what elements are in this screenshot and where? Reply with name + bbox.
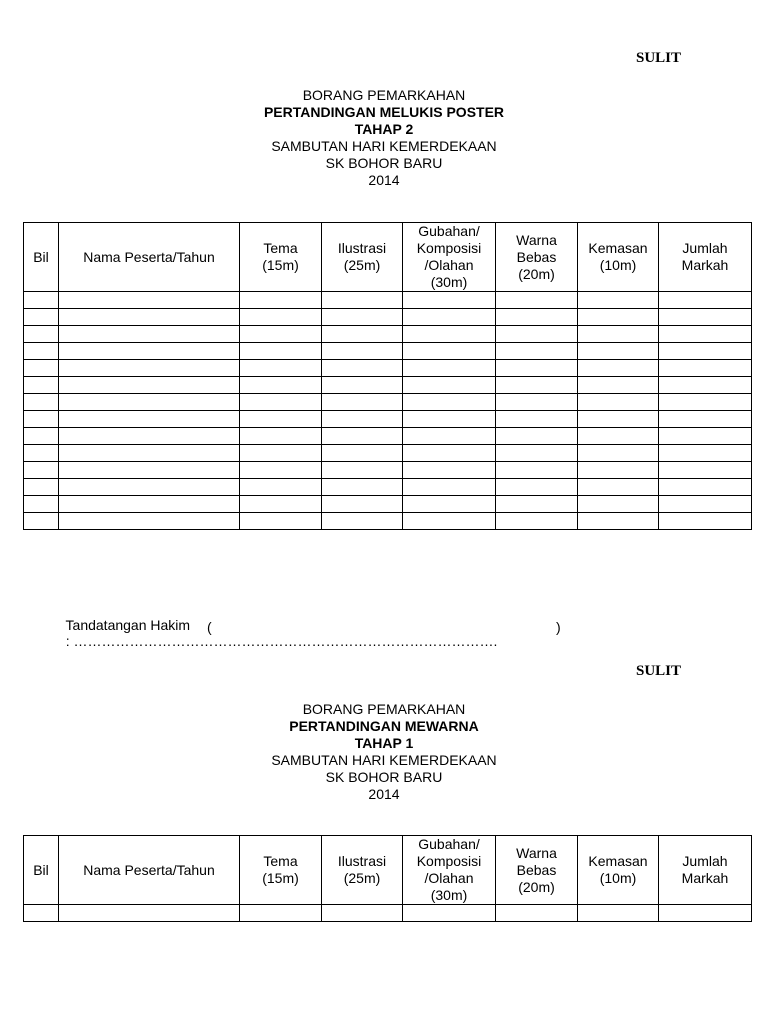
col-header-line: (30m) [430, 887, 468, 903]
cell-jumlah-markah[interactable] [659, 462, 752, 479]
col-header-line: (10m) [599, 257, 637, 273]
cell-tema[interactable] [240, 360, 322, 377]
col-header-kemasan [578, 836, 659, 905]
cell-bil[interactable] [24, 905, 59, 922]
cell-kemasan[interactable] [578, 905, 659, 922]
cell-gubahan[interactable] [403, 360, 496, 377]
cell-warna-bebas[interactable] [496, 360, 578, 377]
col-header-line: Tema [263, 853, 298, 869]
table-header-row [24, 223, 752, 292]
table-row [24, 326, 752, 343]
cell-bil[interactable] [24, 462, 59, 479]
cell-bil[interactable] [24, 292, 59, 309]
judge-name-close-paren: ) [556, 619, 561, 635]
cell-bil[interactable] [24, 377, 59, 394]
col-header-line: Tema [263, 240, 298, 256]
cell-jumlah-markah[interactable] [659, 428, 752, 445]
col-header-gubahan [403, 223, 496, 292]
cell-jumlah-markah[interactable] [659, 394, 752, 411]
cell-tema[interactable] [240, 411, 322, 428]
cell-jumlah-markah[interactable] [659, 343, 752, 360]
cell-warna-bebas[interactable] [496, 479, 578, 496]
cell-warna-bebas[interactable] [496, 292, 578, 309]
col-header-line: Gubahan/ [418, 836, 480, 852]
cell-nama-peserta[interactable] [59, 428, 240, 445]
cell-bil[interactable] [24, 479, 59, 496]
cell-jumlah-markah[interactable] [659, 411, 752, 428]
col-header-line: (15m) [262, 870, 299, 886]
cell-jumlah-markah[interactable] [659, 513, 752, 530]
table-header-row [24, 836, 752, 905]
col-header-ilustrasi [322, 836, 403, 905]
cell-jumlah-markah[interactable] [659, 479, 752, 496]
col-header-line: Bebas [516, 861, 557, 878]
cell-warna-bebas[interactable] [496, 496, 578, 513]
cell-warna-bebas[interactable] [496, 309, 578, 326]
cell-jumlah-markah[interactable] [659, 360, 752, 377]
cell-tema[interactable] [240, 394, 322, 411]
col-header-line: Ilustrasi [337, 853, 387, 869]
col-header-line: (20m) [518, 878, 555, 895]
col-header-line: Kemasan [588, 240, 648, 256]
cell-nama-peserta[interactable] [59, 462, 240, 479]
cell-nama-peserta[interactable] [59, 326, 240, 343]
cell-gubahan[interactable] [403, 445, 496, 462]
scoring-table-1 [23, 222, 752, 530]
cell-warna-bebas[interactable] [496, 905, 578, 922]
cell-bil[interactable] [24, 513, 59, 530]
col-header-ilustrasi [322, 223, 403, 292]
col-header-line: Markah [681, 870, 729, 886]
cell-warna-bebas[interactable] [496, 394, 578, 411]
cell-ilustrasi[interactable] [322, 513, 403, 530]
col-header-nama-peserta [59, 836, 240, 905]
year: 2014 [368, 786, 400, 802]
cell-kemasan[interactable] [578, 343, 659, 360]
cell-ilustrasi[interactable] [322, 343, 403, 360]
col-header-tema [240, 836, 322, 905]
col-header-line: Jumlah [682, 240, 728, 256]
cell-ilustrasi[interactable] [322, 905, 403, 922]
cell-bil[interactable] [24, 309, 59, 326]
cell-warna-bebas[interactable] [496, 513, 578, 530]
sulit-label: SULIT [636, 50, 682, 66]
col-header-line: /Olahan [424, 257, 474, 273]
event-name: SAMBUTAN HARI KEMERDEKAAN [271, 138, 497, 154]
col-header-line: Warna [516, 231, 557, 248]
col-header-line: (25m) [343, 870, 381, 886]
form2-header [0, 701, 768, 803]
col-header-line: Bil [33, 248, 49, 265]
cell-nama-peserta[interactable] [59, 360, 240, 377]
cell-warna-bebas[interactable] [496, 428, 578, 445]
col-header-line: Komposisi [416, 240, 482, 256]
cell-jumlah-markah[interactable] [659, 496, 752, 513]
cell-tema[interactable] [240, 343, 322, 360]
cell-bil[interactable] [24, 394, 59, 411]
cell-gubahan[interactable] [403, 343, 496, 360]
table-row [24, 479, 752, 496]
cell-nama-peserta[interactable] [59, 343, 240, 360]
cell-gubahan[interactable] [403, 905, 496, 922]
cell-warna-bebas[interactable] [496, 462, 578, 479]
col-header-line: /Olahan [424, 870, 474, 886]
col-header-kemasan [578, 223, 659, 292]
cell-jumlah-markah[interactable] [659, 905, 752, 922]
col-header-line: Kemasan [588, 853, 648, 869]
cell-warna-bebas[interactable] [496, 411, 578, 428]
cell-gubahan[interactable] [403, 462, 496, 479]
cell-kemasan[interactable] [578, 479, 659, 496]
cell-nama-peserta[interactable] [59, 445, 240, 462]
col-header-nama-peserta [59, 223, 240, 292]
event-name: SAMBUTAN HARI KEMERDEKAAN [271, 752, 497, 768]
col-header-line: (20m) [518, 265, 555, 282]
col-header-line: (10m) [599, 870, 637, 886]
table-row [24, 496, 752, 513]
col-header-line: Nama Peserta/Tahun [83, 248, 215, 265]
col-header-line: (30m) [430, 274, 468, 290]
cell-warna-bebas[interactable] [496, 377, 578, 394]
judge-name-open-paren: ( [207, 619, 212, 635]
form-type: BORANG PEMARKAHAN [302, 701, 466, 717]
cell-tema[interactable] [240, 377, 322, 394]
cell-warna-bebas[interactable] [496, 326, 578, 343]
judge-signature [58, 601, 497, 649]
cell-nama-peserta[interactable] [59, 394, 240, 411]
cell-nama-peserta[interactable] [59, 905, 240, 922]
table-row [24, 343, 752, 360]
col-header-line: Nama Peserta/Tahun [83, 861, 215, 878]
cell-kemasan[interactable] [578, 496, 659, 513]
table-row [24, 462, 752, 479]
cell-nama-peserta[interactable] [59, 377, 240, 394]
cell-ilustrasi[interactable] [322, 411, 403, 428]
cell-jumlah-markah[interactable] [659, 309, 752, 326]
cell-kemasan[interactable] [578, 411, 659, 428]
form-type: BORANG PEMARKAHAN [302, 87, 466, 103]
table-row [24, 411, 752, 428]
cell-ilustrasi[interactable] [322, 394, 403, 411]
cell-kemasan[interactable] [578, 428, 659, 445]
cell-bil[interactable] [24, 428, 59, 445]
cell-bil[interactable] [24, 411, 59, 428]
cell-kemasan[interactable] [578, 462, 659, 479]
stage-label: TAHAP 1 [354, 735, 414, 751]
table-row [24, 360, 752, 377]
cell-bil[interactable] [24, 496, 59, 513]
cell-jumlah-markah[interactable] [659, 377, 752, 394]
cell-ilustrasi[interactable] [322, 479, 403, 496]
cell-kemasan[interactable] [578, 309, 659, 326]
cell-jumlah-markah[interactable] [659, 292, 752, 309]
table-row [24, 445, 752, 462]
competition-title: PERTANDINGAN MEWARNA [289, 718, 479, 734]
col-header-line: (25m) [343, 257, 381, 273]
col-header-line: Ilustrasi [337, 240, 387, 256]
col-header-warna-bebas [496, 223, 578, 292]
table-row [24, 905, 752, 922]
stage-label: TAHAP 2 [354, 121, 414, 137]
cell-kemasan[interactable] [578, 360, 659, 377]
cell-gubahan[interactable] [403, 496, 496, 513]
col-header-line: Bil [33, 861, 49, 878]
cell-nama-peserta[interactable] [59, 513, 240, 530]
col-header-jumlah-markah [659, 836, 752, 905]
cell-gubahan[interactable] [403, 411, 496, 428]
cell-jumlah-markah[interactable] [659, 445, 752, 462]
cell-nama-peserta[interactable] [59, 479, 240, 496]
cell-kemasan[interactable] [578, 326, 659, 343]
cell-gubahan[interactable] [403, 428, 496, 445]
scoring-table-2 [23, 835, 752, 922]
cell-tema[interactable] [240, 428, 322, 445]
cell-tema[interactable] [240, 496, 322, 513]
cell-bil[interactable] [24, 343, 59, 360]
cell-kemasan[interactable] [578, 445, 659, 462]
col-header-line: Jumlah [682, 853, 728, 869]
cell-gubahan[interactable] [403, 326, 496, 343]
col-header-line: Gubahan/ [418, 223, 480, 239]
col-header-line: (15m) [262, 257, 299, 273]
school-name: SK BOHOR BARU [325, 769, 443, 785]
form1-header [0, 87, 768, 189]
cell-ilustrasi[interactable] [322, 428, 403, 445]
cell-gubahan[interactable] [403, 394, 496, 411]
signature-label: Tandatangan Hakim [65, 617, 191, 633]
table-row [24, 513, 752, 530]
cell-nama-peserta[interactable] [59, 411, 240, 428]
table-row [24, 292, 752, 309]
signature-line[interactable]: : ………………………………………………………………………………. [65, 633, 498, 649]
cell-gubahan[interactable] [403, 292, 496, 309]
cell-bil[interactable] [24, 360, 59, 377]
cell-ilustrasi[interactable] [322, 309, 403, 326]
col-header-gubahan [403, 836, 496, 905]
col-header-line: Warna [516, 844, 557, 861]
cell-tema[interactable] [240, 513, 322, 530]
cell-warna-bebas[interactable] [496, 343, 578, 360]
cell-ilustrasi[interactable] [322, 462, 403, 479]
sulit-label: SULIT [636, 663, 682, 679]
cell-jumlah-markah[interactable] [659, 326, 752, 343]
cell-tema[interactable] [240, 326, 322, 343]
col-header-line: Komposisi [416, 853, 482, 869]
cell-tema[interactable] [240, 445, 322, 462]
cell-ilustrasi[interactable] [322, 360, 403, 377]
col-header-line: Markah [681, 257, 729, 273]
cell-bil[interactable] [24, 326, 59, 343]
cell-nama-peserta[interactable] [59, 496, 240, 513]
year: 2014 [368, 172, 400, 188]
cell-ilustrasi[interactable] [322, 292, 403, 309]
cell-tema[interactable] [240, 479, 322, 496]
table-row [24, 394, 752, 411]
cell-kemasan[interactable] [578, 513, 659, 530]
col-header-bil [24, 836, 59, 905]
table-row [24, 377, 752, 394]
cell-nama-peserta[interactable] [59, 292, 240, 309]
cell-kemasan[interactable] [578, 394, 659, 411]
col-header-bil [24, 223, 59, 292]
competition-title: PERTANDINGAN MELUKIS POSTER [263, 104, 505, 120]
school-name: SK BOHOR BARU [325, 155, 443, 171]
table-row [24, 309, 752, 326]
col-header-tema [240, 223, 322, 292]
cell-bil[interactable] [24, 445, 59, 462]
cell-gubahan[interactable] [403, 513, 496, 530]
cell-tema[interactable] [240, 905, 322, 922]
cell-ilustrasi[interactable] [322, 496, 403, 513]
cell-gubahan[interactable] [403, 309, 496, 326]
cell-nama-peserta[interactable] [59, 309, 240, 326]
col-header-jumlah-markah [659, 223, 752, 292]
cell-ilustrasi[interactable] [322, 445, 403, 462]
cell-tema[interactable] [240, 462, 322, 479]
cell-gubahan[interactable] [403, 377, 496, 394]
cell-ilustrasi[interactable] [322, 377, 403, 394]
cell-tema[interactable] [240, 292, 322, 309]
table-row [24, 428, 752, 445]
cell-tema[interactable] [240, 309, 322, 326]
cell-warna-bebas[interactable] [496, 445, 578, 462]
cell-kemasan[interactable] [578, 377, 659, 394]
col-header-warna-bebas [496, 836, 578, 905]
cell-kemasan[interactable] [578, 292, 659, 309]
col-header-line: Bebas [516, 248, 557, 265]
cell-ilustrasi[interactable] [322, 326, 403, 343]
cell-gubahan[interactable] [403, 479, 496, 496]
